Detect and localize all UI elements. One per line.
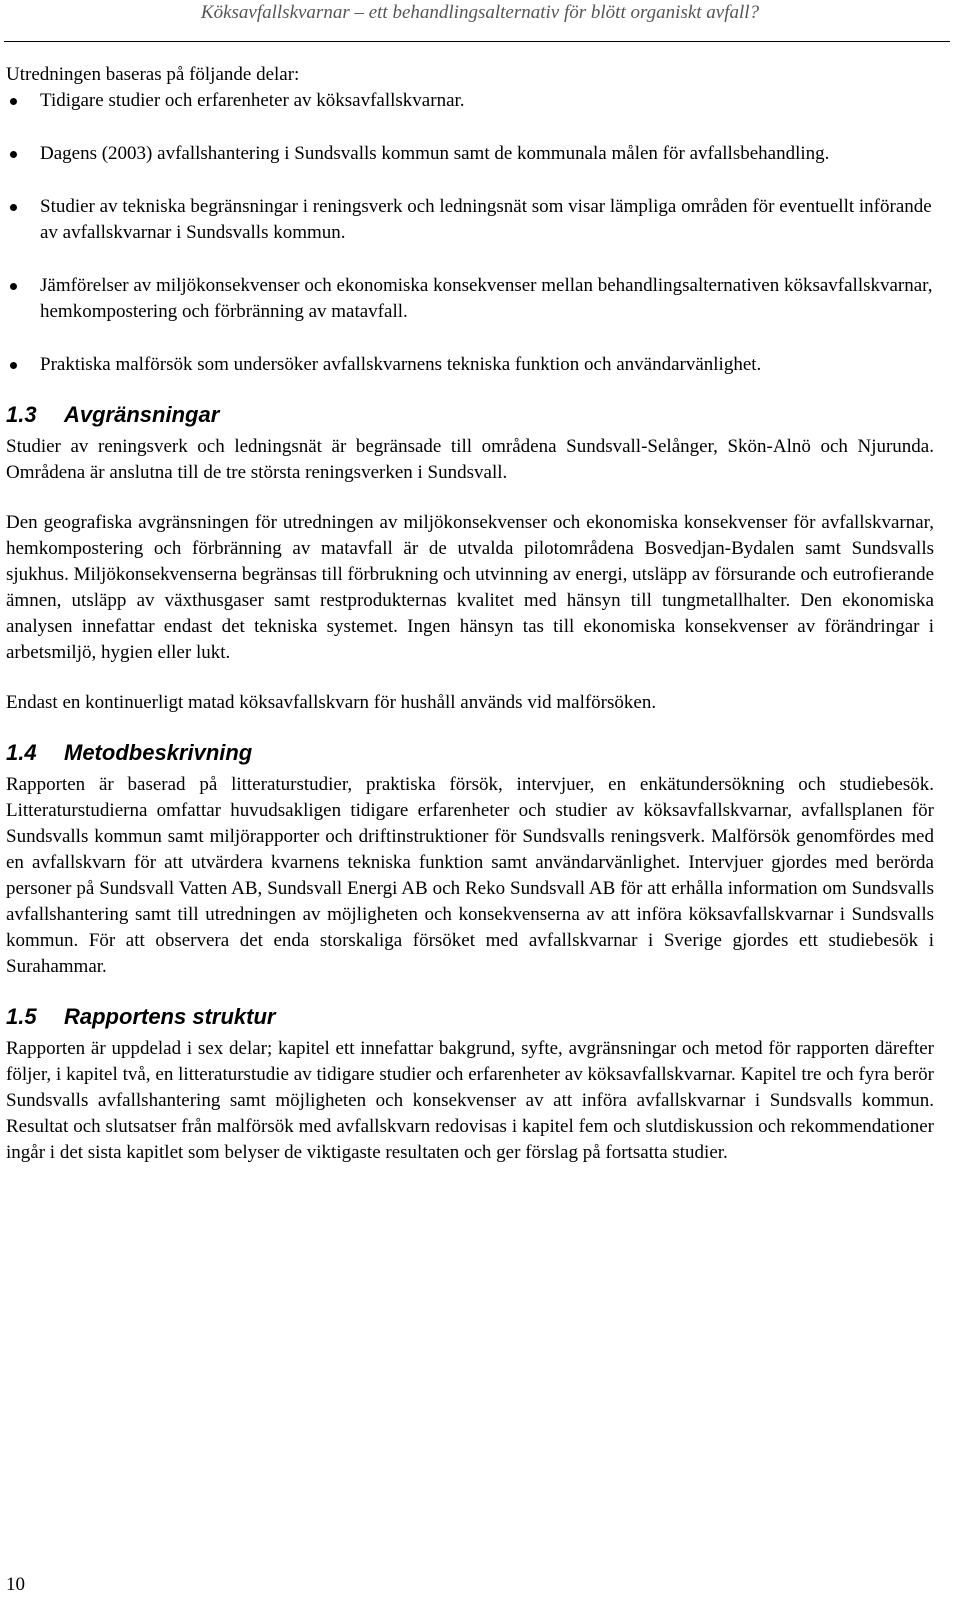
section-title: Rapportens struktur (64, 1004, 276, 1029)
section-heading-1-4 (6, 740, 934, 766)
list-item-text: Tidigare studier och erfarenheter av köksavfallskvarnar. (40, 90, 465, 111)
page-content (6, 62, 934, 1166)
bullet-icon (10, 204, 17, 211)
list-item (6, 141, 934, 167)
section-number: 1.4 (6, 740, 37, 765)
bullet-icon (10, 151, 17, 158)
bullet-icon (10, 362, 17, 369)
header-rule (4, 41, 950, 42)
paragraph: Den geografiska avgränsningen för utredningen av miljökonsekvenser och ekonomiska konsekvenser för avfallskvarnar, hemkompostering och förbränning av matavfall är de utvalda pilotområdena Bosvedjan-Bydalen samt Sundsvalls sjukhus. Miljökonsekvenserna begränsas till förbrukning och utvinning av energi, utsläpp av försurande och eutrofierande ämnen, utsläpp av växthusgaser samt restprodukternas kvalitet med hänsyn till tungmetallhalter. Den ekonomiska analysen innefattar endast det tekniska systemet. Ingen hänsyn tas till ekonomiska konsekvenser av förändringar i arbetsmiljö, hygien eller lukt. (6, 512, 934, 663)
section-heading-1-5 (6, 1004, 934, 1030)
section-heading-1-3 (6, 402, 934, 428)
paragraph: Rapporten är uppdelad i sex delar; kapitel ett innefattar bakgrund, syfte, avgränsningar och metod för rapporten därefter följer, i kapitel två, en litteraturstudie av tidigare studier och erfarenheter av köksavfallskvarnar. Kapitel tre och fyra berör Sundsvalls avfallshantering samt möjligheten och konsekvenser av att införa avfallskvarnar i Sundsvalls kommun. Resultat och slutsatser från malförsök med avfallskvarn redovisas i kapitel fem och slutdiskussion och rekommendationer ingår i det sista kapitlet som belyser de viktigaste resultaten och ger förslag på fortsatta studier. (6, 1038, 934, 1163)
list-item (6, 194, 934, 246)
paragraph: Rapporten är baserad på litteraturstudier, praktiska försök, intervjuer, en enkätundersökning och studiebesök. Litteraturstudierna omfattar huvudsakligen tidigare erfarenheter och studier av köksavfallskvarnar, avfallsplanen för Sundsvalls kommun samt miljörapporter och driftinstruktioner för Sundsvalls reningsverk. Malförsök genomfördes med en avfallskvarn för att utvärdera kvarnens tekniska funktion samt användarvänlighet. Intervjuer gjordes med berörda personer på Sundsvall Vatten AB, Sundsvall Energi AB och Reko Sundsvall AB för att erhålla information om Sundsvalls avfallshantering samt till utredningen av möjligheten och konsekvenserna av att införa köksavfallskvarnar i Sundsvalls kommun. För att observera det enda storskaliga försöket med avfallskvarnar i Sverige gjordes ett studiebesök i Surahammar. (6, 774, 934, 977)
paragraph: Studier av reningsverk och ledningsnät är begränsade till områdena Sundsvall-Selånger, Skön-Alnö och Njurunda. Områdena är anslutna till de tre största reningsverken i Sundsvall. (6, 436, 934, 483)
list-item (6, 88, 934, 114)
list-item-text: Studier av tekniska begränsningar i reningsverk och ledningsnät som visar lämpliga områden för eventuellt införande av avfallskvarnar i Sundsvalls kommun. (40, 196, 932, 243)
paragraph: Endast en kontinuerligt matad köksavfallskvarn för hushåll används vid malförsöken. (6, 692, 657, 713)
bullet-list (6, 88, 934, 378)
list-item (6, 352, 934, 378)
running-header: Köksavfallskvarnar – ett behandlingsalternativ för blött organiskt avfall? (200, 2, 760, 23)
section-number: 1.3 (6, 402, 37, 427)
section-title: Metodbeskrivning (64, 740, 253, 765)
bullet-icon (10, 98, 17, 105)
list-item-text: Jämförelser av miljökonsekvenser och ekonomiska konsekvenser mellan behandlingsalternativen köksavfallskvarnar, hemkompostering och förbränning av matavfall. (40, 275, 933, 322)
list-item (6, 273, 934, 325)
section-title: Avgränsningar (64, 402, 220, 427)
list-item-text: Dagens (2003) avfallshantering i Sundsvalls kommun samt de kommunala målen för avfallsbehandling. (40, 143, 830, 164)
page-number: 10 (6, 1574, 25, 1595)
bullet-icon (10, 283, 17, 290)
intro-text: Utredningen baseras på följande delar: (6, 64, 300, 85)
list-item-text: Praktiska malförsök som undersöker avfallskvarnens tekniska funktion och användarvänlighet. (40, 354, 762, 375)
section-number: 1.5 (6, 1004, 37, 1029)
